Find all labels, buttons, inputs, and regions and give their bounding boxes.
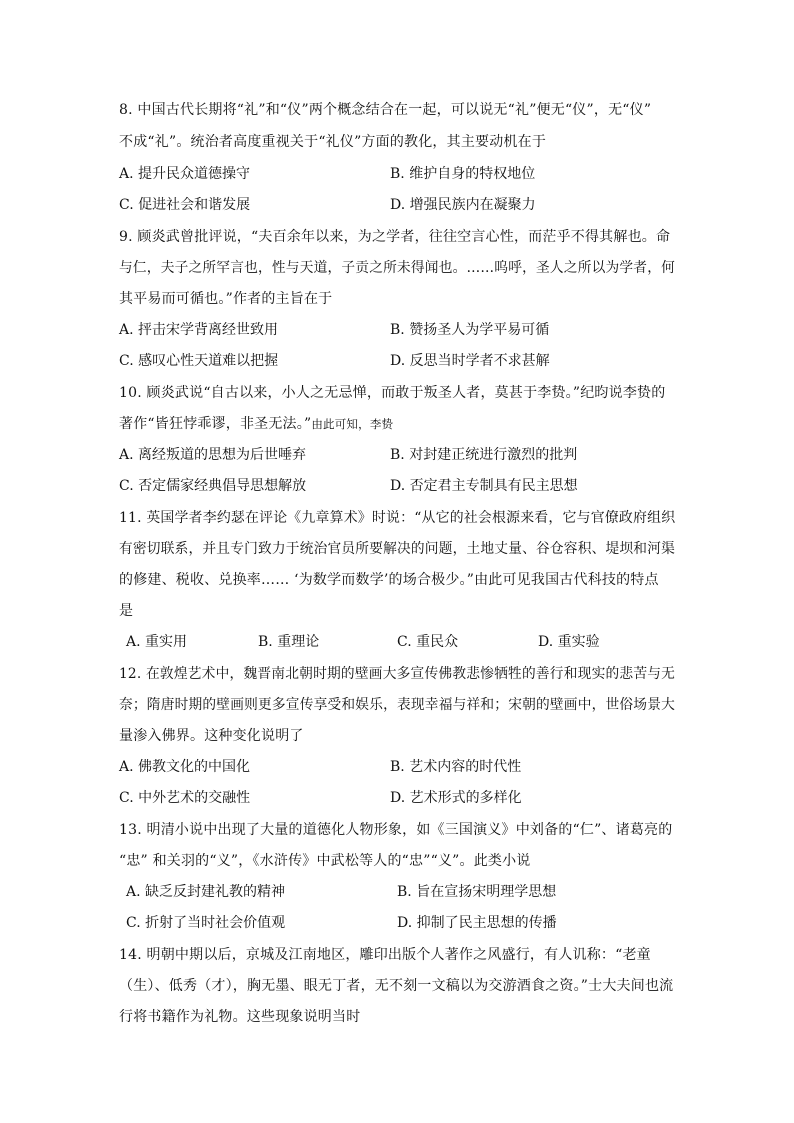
question-13-option-d: D. 抑制了民主思想的传播 (397, 915, 557, 931)
question-13-line-2: “忠” 和关羽的“义”，《水浒传》中武松等人的“忠”“义”。此类小说 (119, 853, 531, 869)
question-8-option-d: D. 增强民族内在凝聚力 (390, 197, 536, 213)
question-12-option-a: A. 佛教文化的中国化 (119, 759, 251, 775)
question-11-option-c: C. 重民众 (397, 634, 459, 650)
question-10-option-d: D. 否定君主专制具有民主思想 (390, 478, 578, 494)
question-11-line-4: 是 (119, 603, 134, 619)
question-11-line-3: 的修建、税收、兑换率…… ‘为数学而数学’的场合极少。”由此可见我国古代科技的特点 (119, 572, 659, 588)
question-10-line-2 (119, 414, 393, 434)
question-12-line-2: 奈；隋唐时期的壁画则更多宣传享受和娱乐，表现幸福与祥和；宋朝的壁画中，世俗场景大 (119, 697, 676, 713)
question-10-line-2-main: 著作“皆狂悖乖谬，非圣无法。” (119, 416, 312, 432)
question-10-option-a: A. 离经叛道的思想为后世唾弃 (119, 447, 307, 463)
question-12-line-1: 12. 在敦煌艺术中，魏晋南北朝时期的壁画大多宣传佛教悲惨牺牲的善行和现实的悲苦与无 (119, 666, 676, 682)
question-12-line-3: 量渗入佛界。这种变化说明了 (119, 728, 304, 744)
question-9-option-c: C. 感叹心性天道难以把握 (119, 353, 279, 369)
question-12-option-b: B. 艺术内容的时代性 (390, 759, 522, 775)
question-9-line-2: 与仁，夫子之所罕言也，性与天道，子贡之所未得闻也。……呜呼，圣人之所以为学者，何 (119, 260, 676, 276)
question-11-line-1: 11. 英国学者李约瑟在评论《九章算术》时说：“从它的社会根源来看，它与官僚政府组织 (119, 510, 676, 526)
question-10-option-b: B. 对封建正统进行激烈的批判 (390, 447, 578, 463)
question-13-option-b: B. 旨在宣扬宋明理学思想 (397, 884, 557, 900)
question-11-option-b: B. 重理论 (258, 634, 320, 650)
question-11-line-2: 有密切联系，并且专门致力于统治官员所要解决的问题，土地丈量、谷仓容积、堤坝和河渠 (119, 541, 676, 557)
question-10-line-1: 10. 顾炎武说“自古以来，小人之无忌惮，而敢于叛圣人者，莫甚于李贽。”纪昀说李贽的 (119, 385, 666, 401)
question-8-option-c: C. 促进社会和谐发展 (119, 197, 251, 213)
question-13-option-a: A. 缺乏反封建礼教的精神 (126, 884, 286, 900)
question-9-option-d: D. 反思当时学者不求甚解 (390, 353, 550, 369)
question-9-line-1: 9. 顾炎武曾批评说，“夫百余年以来，为之学者，往往空言心性，而茫乎不得其解也。命 (119, 229, 671, 245)
question-8-line-1: 8. 中国古代长期将“礼”和“仪”两个概念结合在一起，可以说无“礼”便无“仪”，无“仪” (119, 102, 652, 118)
question-13-line-1: 13. 明清小说中出现了大量的道德化人物形象，如《三国演义》中刘备的“仁”、诸葛亮的 (119, 822, 673, 838)
question-14-line-3: 行将书籍作为礼物。这些现象说明当时 (119, 1009, 361, 1025)
question-10-option-c: C. 否定儒家经典倡导思想解放 (119, 478, 307, 494)
question-11-option-a: A. 重实用 (126, 634, 188, 650)
question-9-line-3: 其平易而可循也。”作者的主旨在于 (119, 291, 333, 307)
question-12-option-c: C. 中外艺术的交融性 (119, 790, 251, 806)
question-9-option-a: A. 抨击宋学背离经世致用 (119, 322, 279, 338)
question-12-option-d: D. 艺术形式的多样化 (390, 790, 522, 806)
question-13-option-c: C. 折射了当时社会价值观 (126, 915, 286, 931)
question-8-option-b: B. 维护自身的特权地位 (390, 166, 536, 182)
question-8-option-a: A. 提升民众道德操守 (119, 166, 251, 182)
question-10-line-2-tail: 由此可知，李贽 (311, 417, 394, 431)
question-9-option-b: B. 赞扬圣人为学平易可循 (390, 322, 550, 338)
question-8-line-2: 不成“礼”。统治者高度重视关于“礼仪”方面的教化，其主要动机在于 (119, 134, 547, 150)
question-14-line-2: （生）、低秀（才），胸无墨、眼无丁者，无不刻一文稿以为交游酒食之资。”士大夫间也流 (119, 978, 674, 994)
question-14-line-1: 14. 明朝中期以后，京城及江南地区，雕印出版个人著作之风盛行，有人讥称：“老童 (119, 947, 651, 963)
question-11-option-d: D. 重实验 (538, 634, 600, 650)
